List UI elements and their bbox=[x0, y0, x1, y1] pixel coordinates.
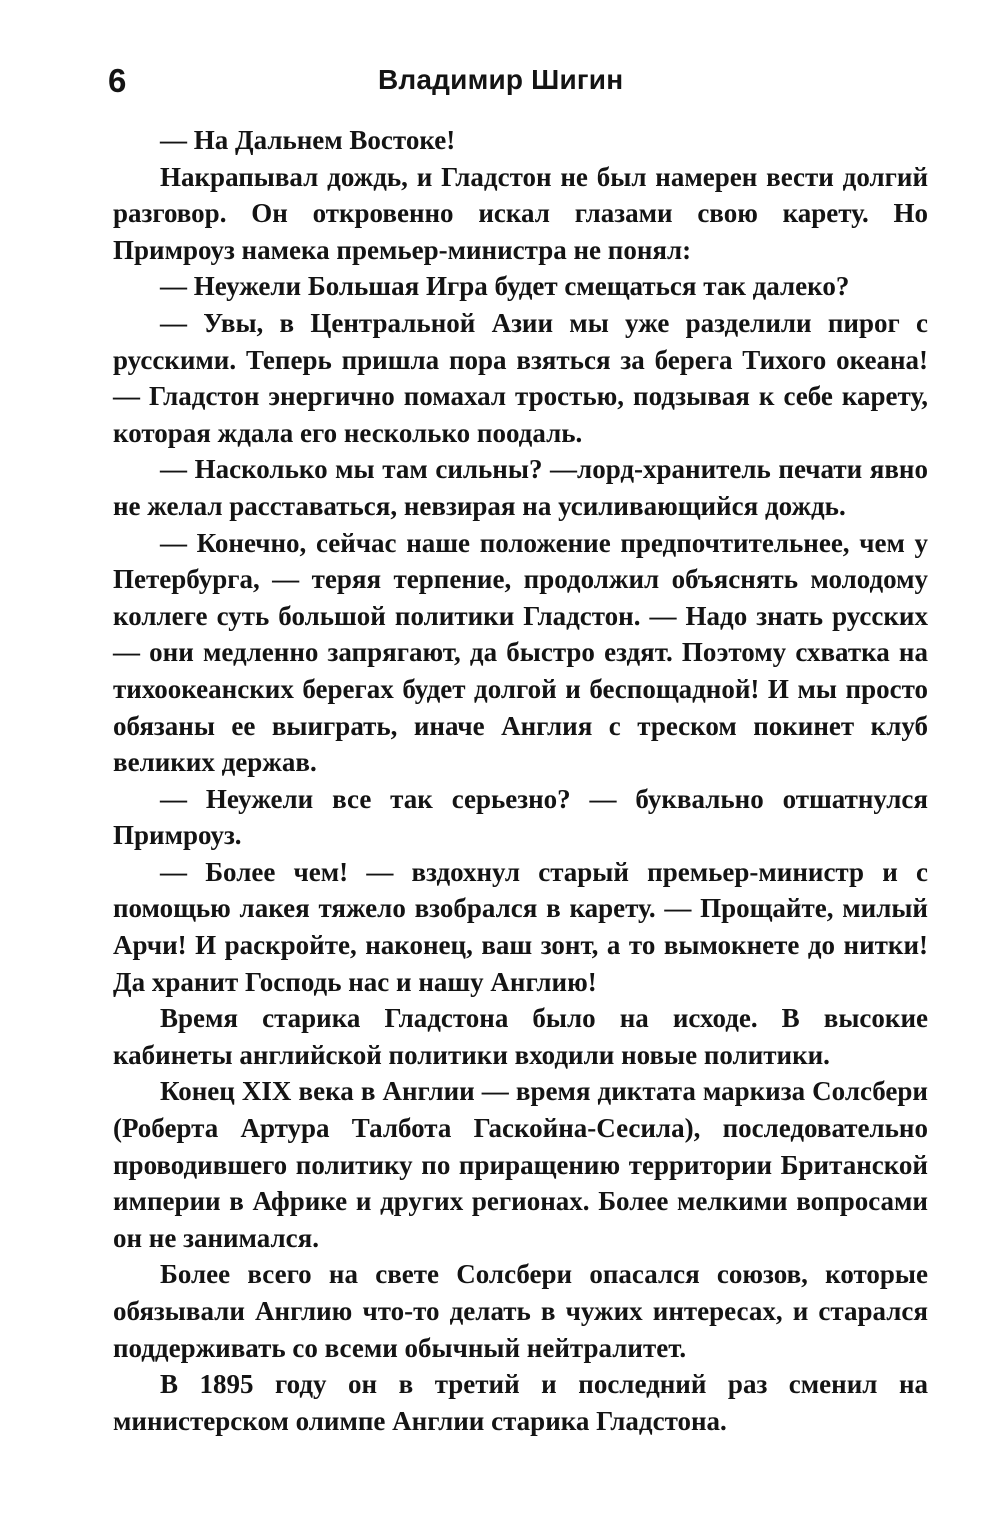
running-title: Владимир Шигин bbox=[378, 64, 624, 95]
paragraph-8: — Более чем! — вздохнул старый премьер-министр и с помощью лакея тяжело взобрался в карету. — Прощайте, милый Арчи! И раскройте, наконец, ваш зонт, а то вымокнете до нитки! Да хранит Господь нас и нашу Англию! bbox=[113, 856, 928, 997]
paragraph-6: — Конечно, сейчас наше положение предпочтительнее, чем у Петербурга, — теряя терпение, продолжил объяснять молодому коллеге суть большой политики Гладстон. — Надо знать русских — они медленно запрягают, да быстро ездят. Поэтому схватка на тихоокеанских берегах будет долгой и беспощадной! И мы просто обязаны ее выиграть, иначе Англия с треском покинет клуб великих держав. bbox=[113, 527, 928, 778]
paragraph-2: Накрапывал дождь, и Гладстон не был намерен вести долгий разговор. Он откровенно искал глазами свою карету. Но Примроуз намека премьер-министра не понял: bbox=[113, 161, 928, 265]
paragraph-9: Время старика Гладстона было на исходе. В высокие кабинеты английской политики входили новые политики. bbox=[113, 1003, 928, 1070]
paragraph-3: — Неужели Большая Игра будет смещаться так далеко? bbox=[160, 271, 850, 302]
paragraph-4: — Увы, в Центральной Азии мы уже разделили пирог с русскими. Теперь пришла пора взяться за берега Тихого океана! — Гладстон энергично помахал тростью, подзывая к себе карету, которая ждала его несколько поодаль. bbox=[113, 307, 928, 448]
paragraph-1: — На Дальнем Востоке! bbox=[160, 125, 456, 155]
paragraph-7: — Неужели все так серьезно? — буквально отшатнулся Примроуз. bbox=[113, 783, 928, 851]
paragraph-5: — Насколько мы там сильны? —лорд-хранитель печати явно не желал расставаться, невзирая на усиливающийся дождь. bbox=[113, 454, 928, 521]
paragraph-11: Более всего на свете Солсбери опасался союзов, которые обязывали Англию что-то делать в чужих интересах, и старался поддерживать со всеми обычный нейтралитет. bbox=[113, 1259, 928, 1363]
page-header bbox=[108, 62, 928, 102]
page-number: 6 bbox=[108, 62, 127, 99]
paragraph-12: В 1895 году он в третий и последний раз сменил на министерском олимпе Англии старика Гладстона. bbox=[113, 1369, 928, 1436]
body-text bbox=[113, 122, 928, 1439]
paragraph-10: Конец XIX века в Англии — время диктата маркиза Солсбери (Роберта Артура Талбота Гаскойна-Сесила), последовательно проводившего политику по приращению территории Британской империи в Африке и других регионах. Более мелкими вопросами он не занимался. bbox=[113, 1076, 928, 1253]
